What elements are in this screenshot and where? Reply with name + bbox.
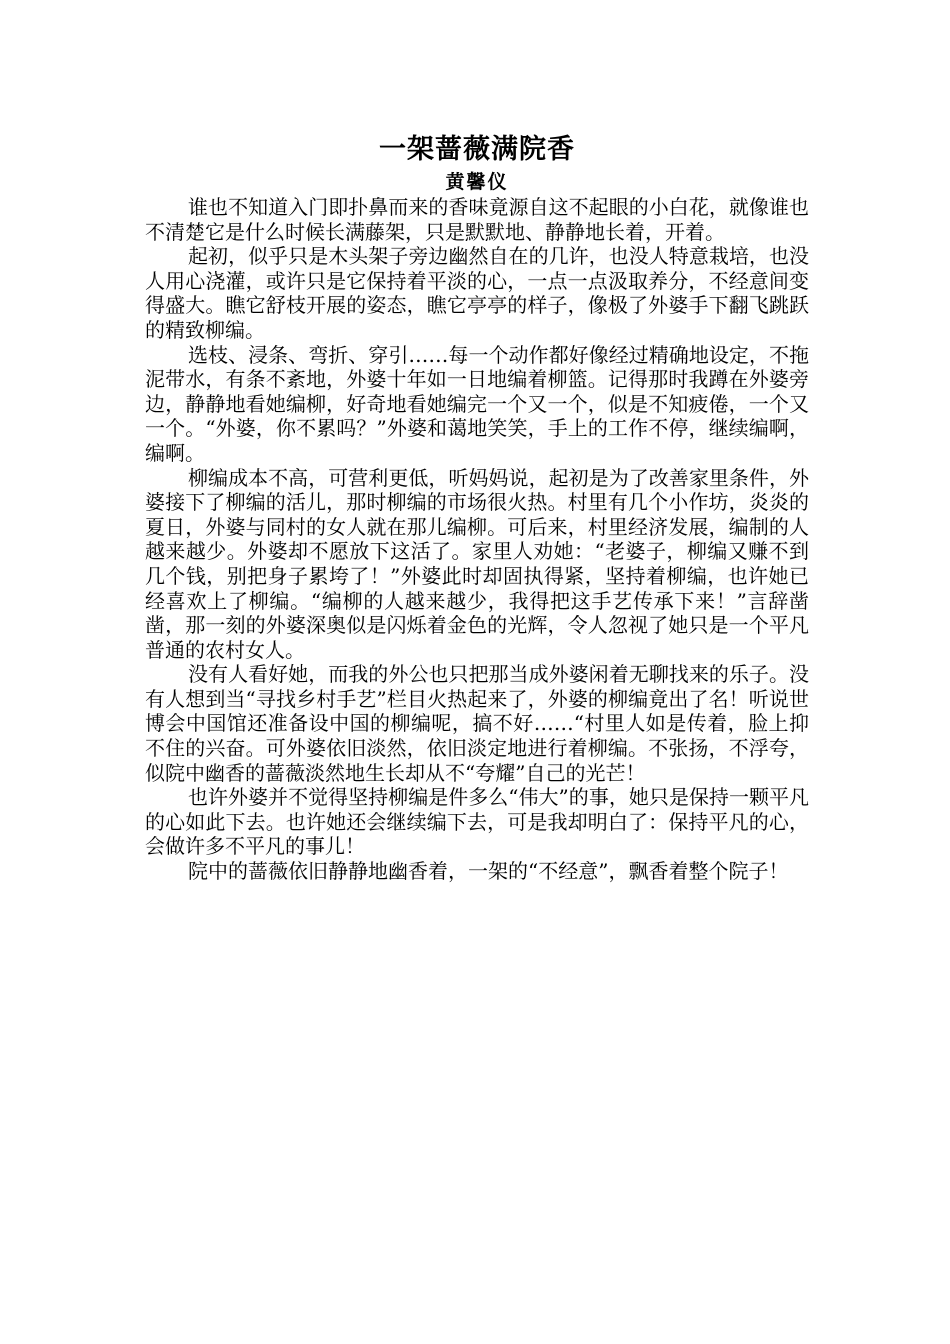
article-author: 黄馨仪 <box>445 171 509 193</box>
paragraph-4: 柳编成本不高，可营利更低，听妈妈说，起初是为了改善家里条件，外婆接下了柳编的活儿，那时柳编的市场很火热。村里有几个小作坊，炎炎的夏日，外婆与同村的女人就在那儿编柳。可后来，村里经济发展，编制的人越来越少。外婆却不愿放下这活了。家里人劝她：“老婆子，柳编又赚不到几个钱，别把身子累垮了！”外婆此时却固执得紧，坚持着柳编，也许她已经喜欢上了柳编。“编柳的人越来越少，我得把这手艺传承下来！”言辞凿凿，那一刻的外婆深奥似是闪烁着金色的光辉，令人忽视了她只是一个平凡普通的农村女人。 <box>145 465 809 662</box>
paragraph-1: 谁也不知道入门即扑鼻而来的香味竟源自这不起眼的小白花，就像谁也不清楚它是什么时候长满藤架，只是默默地、静静地长着，开着。 <box>145 195 809 244</box>
paragraph-5: 没有人看好她，而我的外公也只把那当成外婆闲着无聊找来的乐子。没有人想到当“寻找乡村手艺”栏目火热起来了，外婆的柳编竟出了名！听说世博会中国馆还准备设中国的柳编呢，搞不好……“村里人如是传着，脸上抑不住的兴奋。可外婆依旧淡然，依旧淡定地进行着柳编。不张扬，不浮夸，似院中幽香的蔷薇淡然地生长却从不“夸耀”自己的光芒！ <box>145 662 809 785</box>
article <box>145 131 809 884</box>
paragraph-6: 也许外婆并不觉得坚持柳编是件多么“伟大”的事，她只是保持一颗平凡的心如此下去。也许她还会继续编下去，可是我却明白了：保持平凡的心，会做许多不平凡的事儿！ <box>145 785 809 859</box>
article-title: 一架蔷薇满院香 <box>379 134 575 165</box>
article-body <box>145 195 809 884</box>
paragraph-2: 起初，似乎只是木头架子旁边幽然自在的几许，也没人特意栽培，也没人用心浇灌，或许只是它保持着平淡的心，一点一点汲取养分，不经意间变得盛大。瞧它舒枝开展的姿态，瞧它亭亭的样子，像极了外婆手下翻飞跳跃的精致柳编。 <box>145 244 809 342</box>
paragraph-7: 院中的蔷薇依旧静静地幽香着，一架的“不经意”，飘香着整个院子！ <box>188 859 789 884</box>
paragraph-3: 选枝、浸条、弯折、穿引……每一个动作都好像经过精确地设定，不拖泥带水，有条不紊地，外婆十年如一日地编着柳篮。记得那时我蹲在外婆旁边，静静地看她编柳，好奇地看她编完一个又一个，似是不知疲倦，一个又一个。“外婆，你不累吗？”外婆和蔼地笑笑，手上的工作不停，继续编啊，编啊。 <box>145 342 809 465</box>
